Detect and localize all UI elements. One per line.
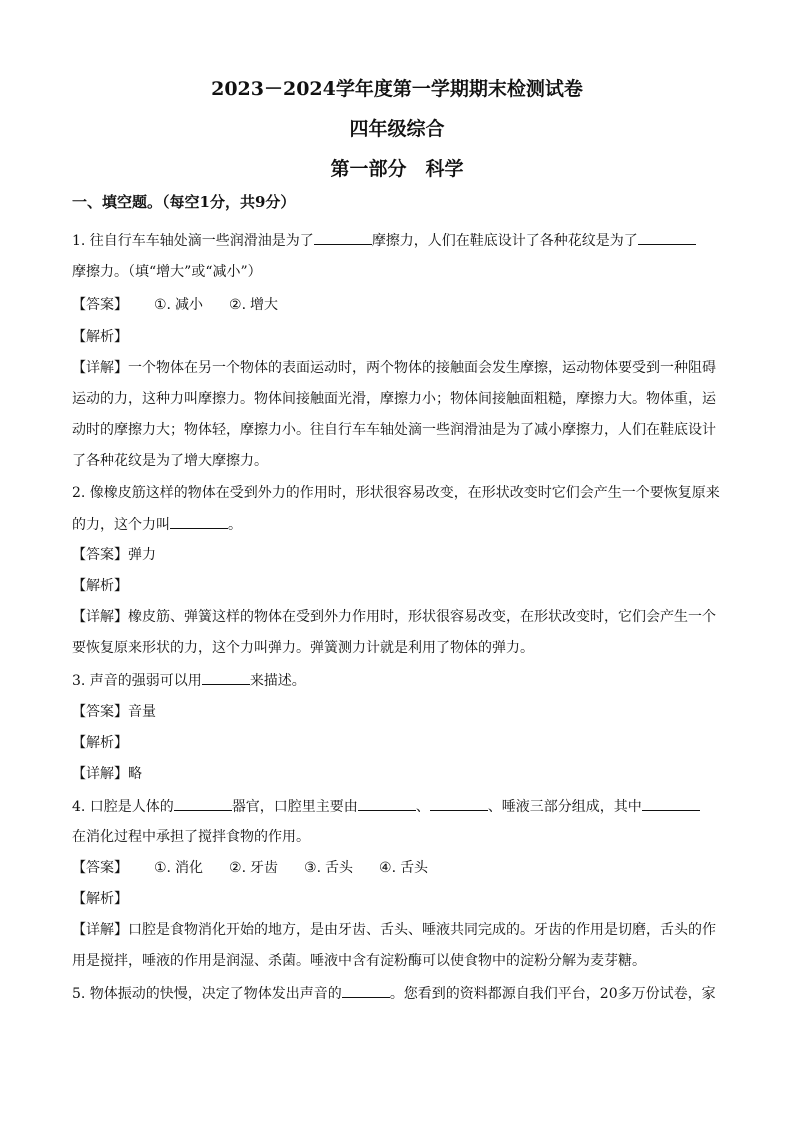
q2-detail-line-2: 要恢复原来形状的力，这个力叫弹力。弹簧测力计就是利用了物体的弹力。 xyxy=(72,640,534,656)
q4-blank-3 xyxy=(430,796,488,811)
q3-blank xyxy=(202,670,250,685)
q4-detail-line-2: 用是搅拌，唾液的作用是润湿、杀菌。唾液中含有淀粉酶可以使食物中的淀粉分解为麦芽糖。 xyxy=(72,953,646,969)
q2-analysis-label: 【解析】 xyxy=(72,578,128,594)
section-heading: 一、填空题。（每空1分，共9分） xyxy=(72,193,296,211)
q2-answer xyxy=(72,545,722,565)
q4-text-a: 4. 口腔是人体的 xyxy=(72,799,174,815)
exam-title: 2023－2024学年度第一学期期末检测试卷 xyxy=(211,78,583,100)
answer-label: 【答案】 xyxy=(72,297,128,313)
q4-blank-4 xyxy=(642,796,700,811)
q2-text-a: 的力，这个力叫 xyxy=(72,517,170,533)
q4-analysis-label: 【解析】 xyxy=(72,891,128,907)
answer-label: 【答案】 xyxy=(72,860,128,876)
q1-blank-2 xyxy=(638,230,696,245)
q4-blank-1 xyxy=(174,796,232,811)
q2-blank xyxy=(170,514,228,529)
q1-text-b: 摩擦力，人们在鞋底设计了各种花纹是为了 xyxy=(371,233,638,249)
question-5 xyxy=(72,983,722,1004)
question-2-line-1: 2. 像橡皮筋这样的物体在受到外力的作用时，形状很容易改变，在形状改变时它们会产生一个要恢复原来 xyxy=(72,485,720,501)
question-3 xyxy=(72,670,722,691)
q4-answer-option-4: ④. 舌头 xyxy=(379,860,429,876)
q4-text-d: 、唾液三部分组成，其中 xyxy=(487,799,642,815)
q1-answer-option-1: ①. 减小 xyxy=(154,297,204,313)
q5-blank xyxy=(342,983,390,998)
question-4-line-1 xyxy=(72,796,722,817)
grade-subtitle: 四年级综合 xyxy=(349,118,445,140)
q3-text-a: 3. 声音的强弱可以用 xyxy=(72,673,202,689)
q5-text-b: 。您看到的资料都源自我们平台，20多万份试卷，家 xyxy=(389,986,716,1002)
answer-label: 【答案】 xyxy=(72,547,128,563)
q4-answer-option-2: ②. 牙齿 xyxy=(229,860,279,876)
question-4-line-2: 在消化过程中承担了搅拌食物的作用。 xyxy=(72,829,310,845)
q2-answer-value: 弹力 xyxy=(128,547,156,563)
q4-text-b: 器官，口腔里主要由 xyxy=(231,799,358,815)
q4-blank-2 xyxy=(358,796,416,811)
question-2-line-2 xyxy=(72,514,722,535)
q3-detail: 【详解】略 xyxy=(72,766,142,782)
q4-detail-line-1: 【详解】口腔是食物消化开始的地方，是由牙齿、舌头、唾液共同完成的。牙齿的作用是切磨，舌头的作 xyxy=(72,922,716,938)
q4-text-c: 、 xyxy=(415,799,430,815)
answer-label: 【答案】 xyxy=(72,704,128,720)
q2-text-b: 。 xyxy=(228,517,242,533)
q3-answer xyxy=(72,702,722,722)
q3-answer-value: 音量 xyxy=(128,704,156,720)
q4-answer xyxy=(72,858,722,878)
q4-answer-option-1: ①. 消化 xyxy=(154,860,204,876)
q1-detail-line-1: 【详解】一个物体在另一个物体的表面运动时，两个物体的接触面会发生摩擦，运动物体要受到一种阻碍 xyxy=(72,360,716,376)
q1-detail-line-4: 了各种花纹是为了增大摩擦力。 xyxy=(72,453,268,469)
q1-answer xyxy=(72,295,722,315)
q1-detail-line-3: 动时的摩擦力大；物体轻，摩擦力小。往自行车车轴处滴一些润滑油是为了减小摩擦力，人们在鞋底设计 xyxy=(72,422,716,438)
q1-answer-option-2: ②. 增大 xyxy=(229,297,279,313)
q3-analysis-label: 【解析】 xyxy=(72,735,128,751)
q1-analysis-label: 【解析】 xyxy=(72,329,128,345)
q5-text-a: 5. 物体振动的快慢，决定了物体发出声音的 xyxy=(72,986,342,1002)
q3-text-b: 来描述。 xyxy=(249,673,306,689)
q1-blank-1 xyxy=(314,230,372,245)
question-1-line-2: 摩擦力。（填“增大”或“减小”） xyxy=(72,264,262,280)
q1-text-a: 1. 往自行车车轴处滴一些润滑油是为了 xyxy=(72,233,314,249)
part-title: 第一部分 科学 xyxy=(330,158,464,180)
question-1-line-1 xyxy=(72,230,722,251)
q4-answer-option-3: ③. 舌头 xyxy=(304,860,354,876)
q1-detail-line-2: 运动的力，这种力叫摩擦力。物体间接触面光滑，摩擦力小；物体间接触面粗糙，摩擦力大。物体重，运 xyxy=(72,391,716,407)
q2-detail-line-1: 【详解】橡皮筋、弹簧这样的物体在受到外力作用时，形状很容易改变，在形状改变时，它们会产生一个 xyxy=(72,609,716,625)
